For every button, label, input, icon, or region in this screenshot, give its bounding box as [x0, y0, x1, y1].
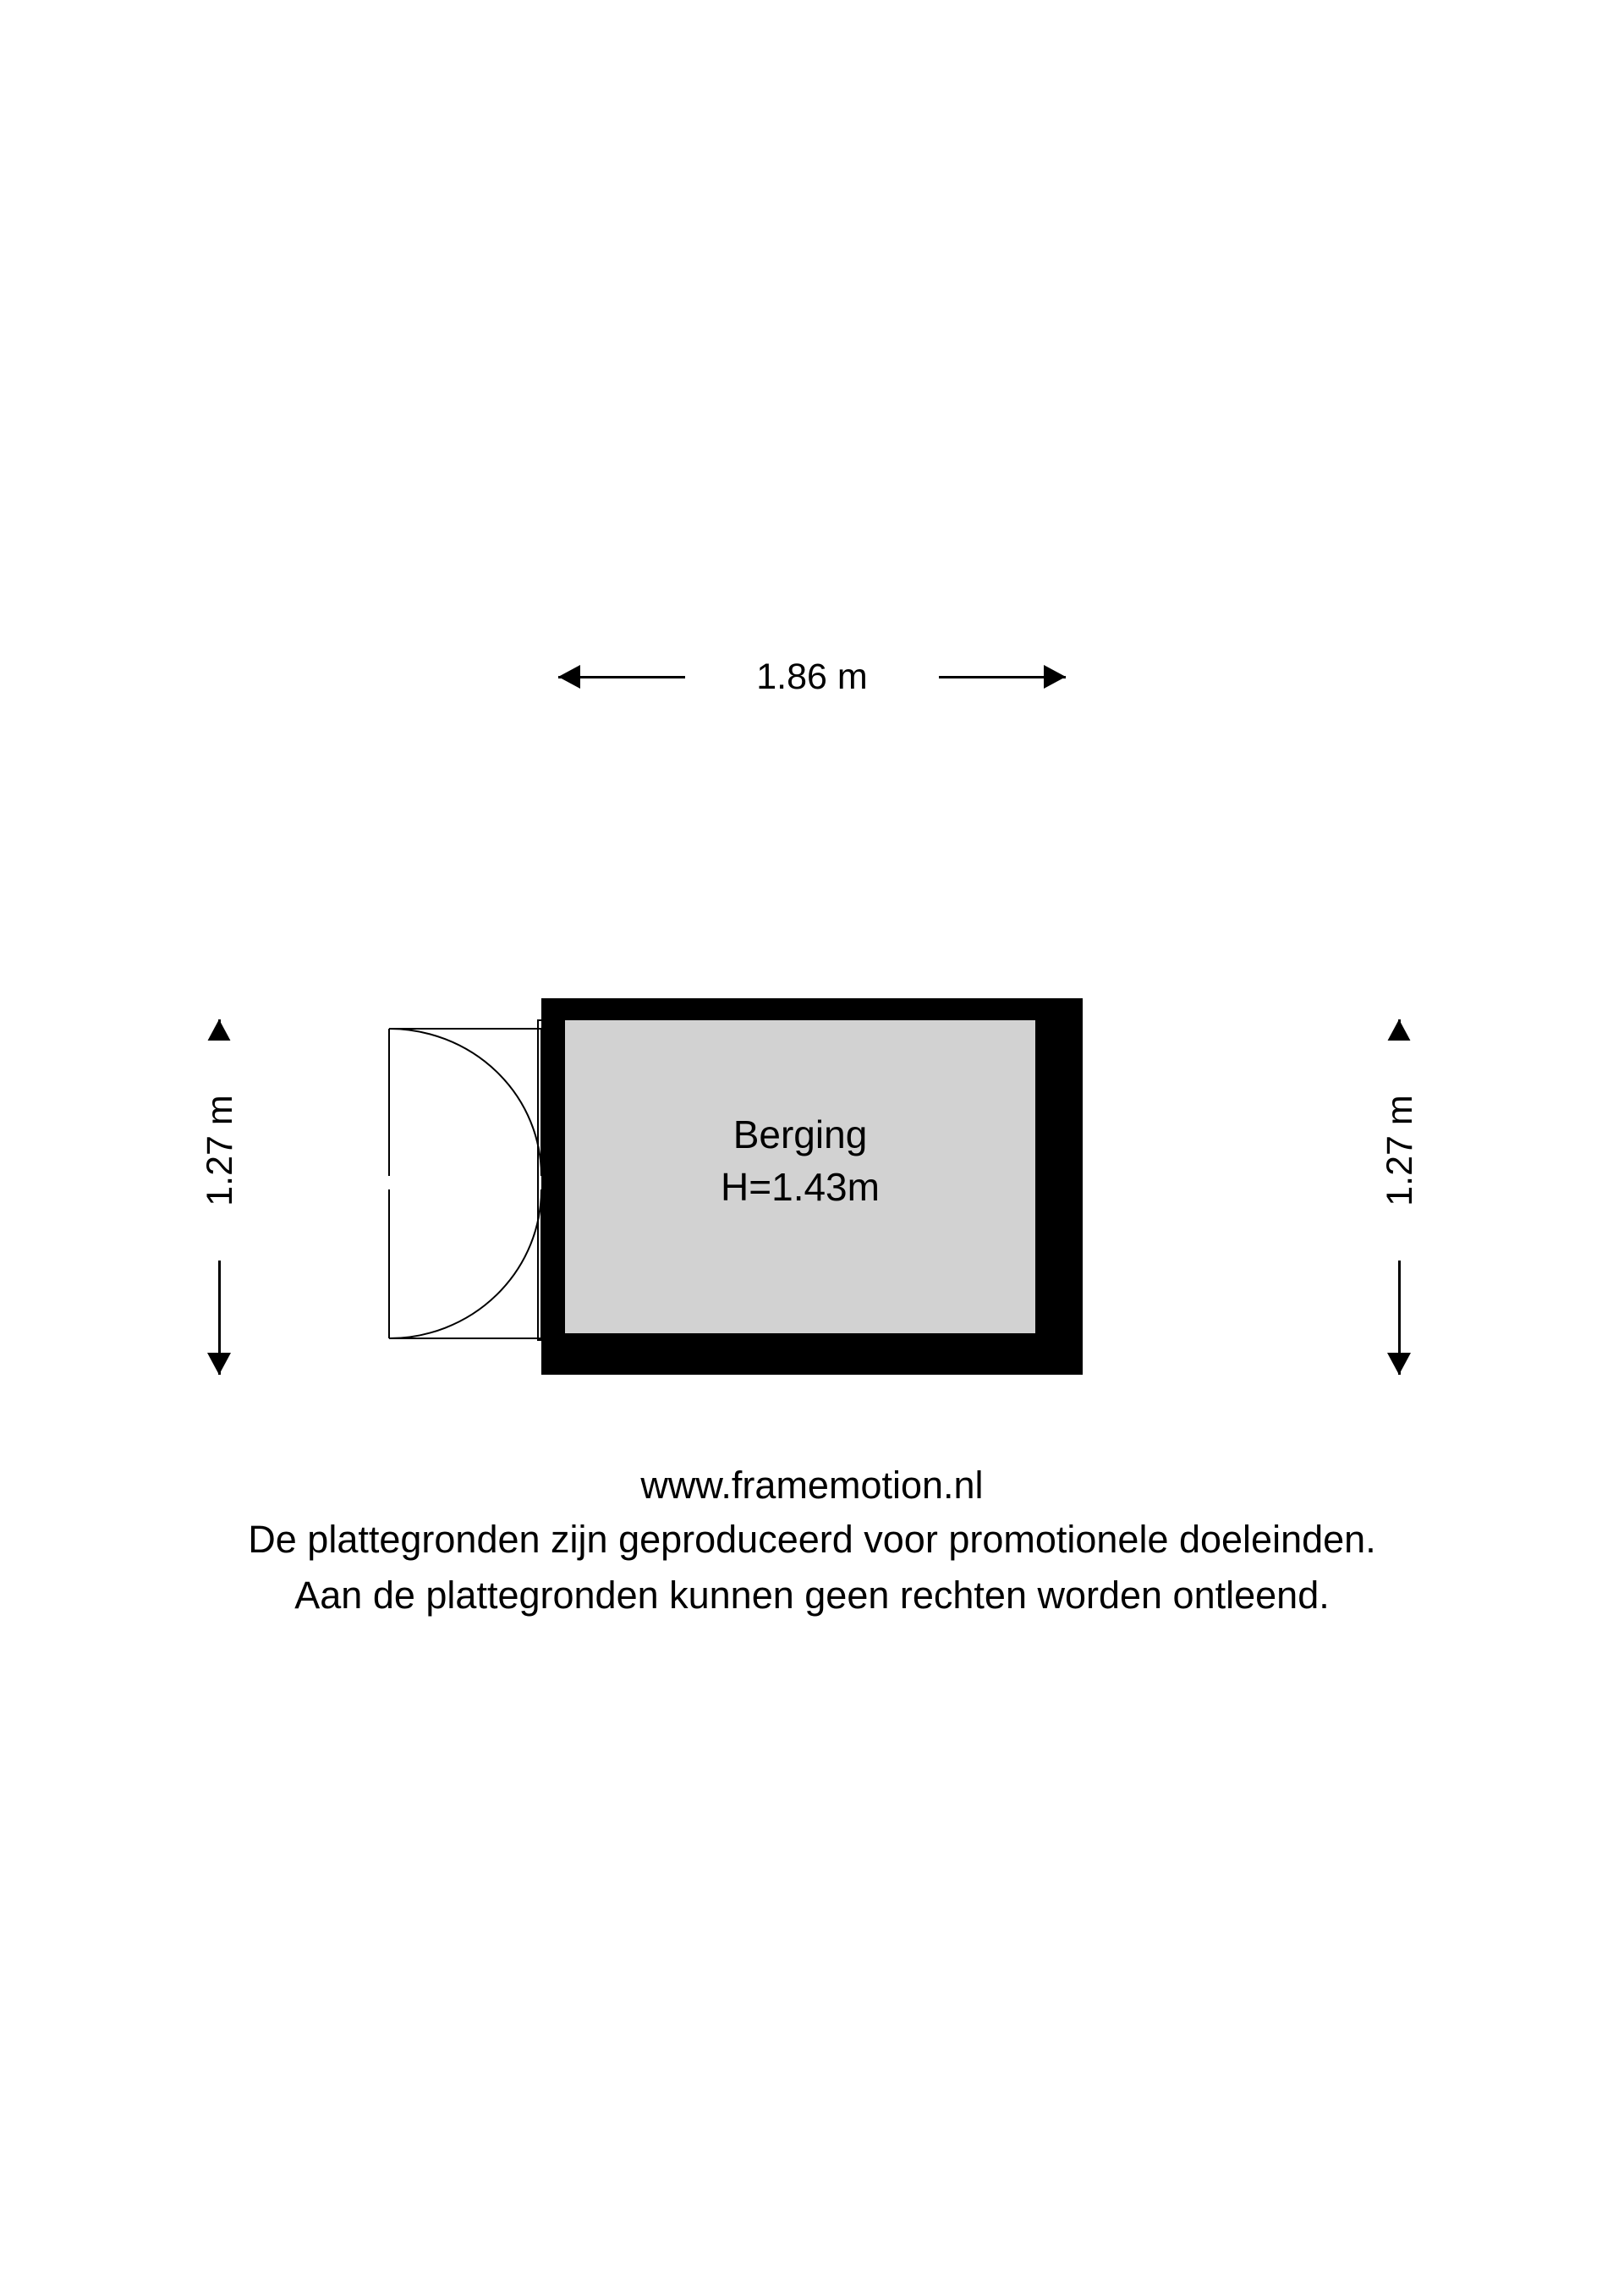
door-swing-group	[372, 1007, 558, 1362]
disclaimer-line-2: Aan de plattegronden kunnen geen rechten worden ontleend.	[294, 1574, 1330, 1617]
arrow-left-icon	[558, 665, 580, 689]
arrow-up-icon	[1387, 1019, 1411, 1041]
dimension-right-label: 1.27 m	[1370, 1041, 1429, 1261]
door-swing-icon	[389, 1189, 541, 1338]
arrow-down-icon	[207, 1353, 231, 1375]
room-walls	[541, 998, 1083, 1375]
dimension-top-width	[558, 651, 1066, 702]
footer	[0, 1459, 1624, 1623]
dimension-right-height	[1370, 1019, 1429, 1375]
room-label-block	[565, 1108, 1035, 1213]
dimension-left-height	[190, 1019, 250, 1375]
door-swing-icon	[389, 1029, 541, 1176]
arrow-up-icon	[207, 1019, 231, 1041]
arrow-right-icon	[1044, 665, 1066, 689]
dimension-left-label: 1.27 m	[190, 1041, 250, 1261]
room-height: H=1.43m	[721, 1165, 880, 1209]
dimension-top-label: 1.86 m	[685, 651, 939, 702]
arrow-down-icon	[1387, 1353, 1411, 1375]
room-berging	[541, 998, 1083, 1375]
disclaimer-line-1: De plattegronden zijn geproduceerd voor promotionele doeleinden.	[248, 1518, 1376, 1561]
website-url[interactable]: www.framemotion.nl	[640, 1464, 984, 1507]
room-name: Berging	[732, 1112, 868, 1156]
